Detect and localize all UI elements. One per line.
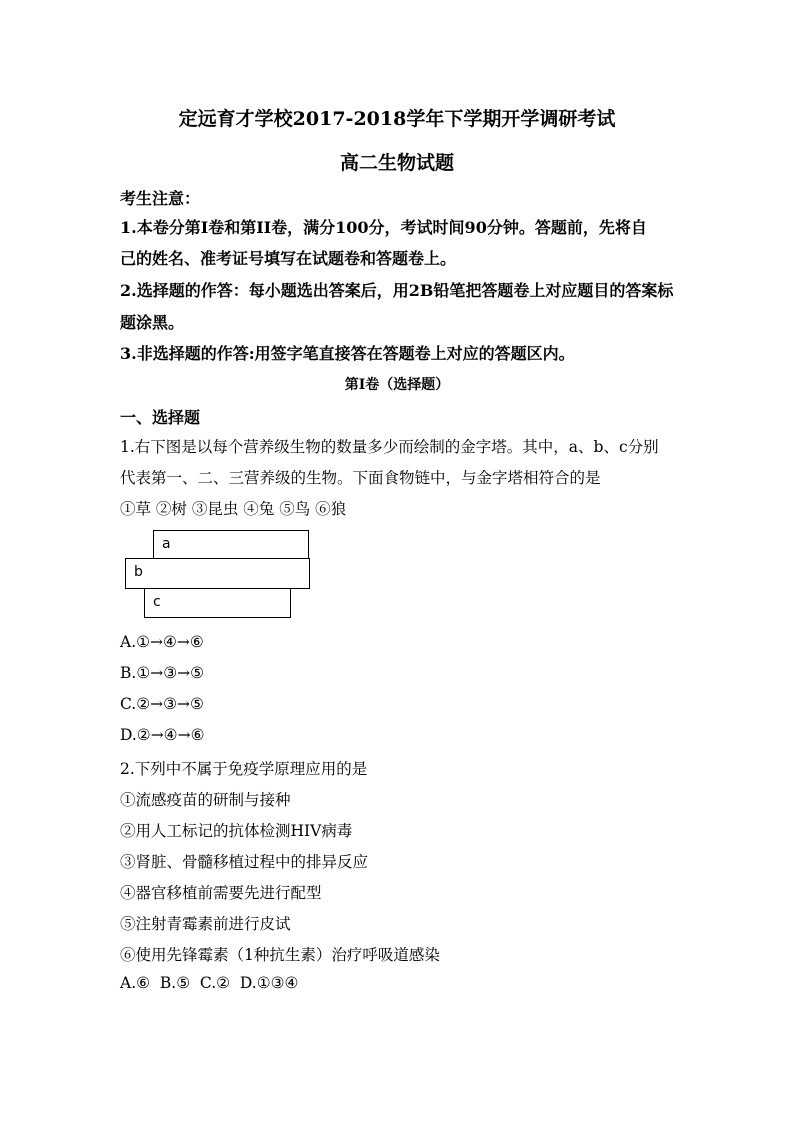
volume-title: 第I卷（选择题） [344,377,450,393]
notice-line: 题涂黑。 [120,313,185,332]
question-1-stem: 1.右下图是以每个营养级生物的数量多少而绘制的金字塔。其中，a、b、c分别 [120,438,659,456]
question-2-item: ⑥使用先锋霉素（1种抗生素）治疗呼吸道感染 [120,946,440,964]
question-1-option-b: B.①→③→⑤ [120,664,204,682]
question-2-item: ④器官移植前需要先进行配型 [120,884,322,902]
pyramid-level-a: a [153,530,309,559]
question-1-option-c: C.②→③→⑤ [120,695,204,713]
notice-line: 2.选择题的作答：每小题选出答案后，用2B铅笔把答题卷上对应题目的答案标 [120,281,674,300]
notice-line: 1.本卷分第I卷和第II卷，满分100分，考试时间90分钟。答题前，先将自 [120,218,647,237]
pyramid-level-b: b [125,558,310,589]
part-title: 一、选择题 [120,408,201,427]
question-2-item: ⑤注射青霉素前进行皮试 [120,915,291,933]
question-2-item: ③肾脏、骨髓移植过程中的排异反应 [120,853,369,871]
question-2-options: A.⑥ B.⑤ C.② D.①③④ [120,974,299,992]
question-2-stem: 2.下列中不属于免疫学原理应用的是 [120,760,368,778]
notice-heading: 考生注意： [120,189,201,208]
pyramid-figure [125,530,310,620]
notice-line: 己的姓名、准考证号填写在试题卷和答题卷上。 [120,249,457,268]
exam-title: 定远育才学校2017-2018学年下学期开学调研考试 [178,108,616,130]
question-1-items: ①草 ②树 ③昆虫 ④兔 ⑤鸟 ⑥狼 [120,500,347,518]
question-1-option-a: A.①→④→⑥ [120,633,204,651]
question-1-option-d: D.②→④→⑥ [120,726,205,744]
question-2-item: ①流感疫苗的研制与接种 [120,791,291,809]
question-1-stem: 代表第一、二、三营养级的生物。下面食物链中，与金字塔相符合的是 [120,469,601,487]
pyramid-level-c: c [144,588,291,618]
question-2-item: ②用人工标记的抗体检测HIV病毒 [120,822,353,840]
exam-subtitle: 高二生物试题 [339,152,454,174]
notice-line: 3.非选择题的作答:用签字笔直接答在答题卷上对应的答题区内。 [120,344,575,363]
